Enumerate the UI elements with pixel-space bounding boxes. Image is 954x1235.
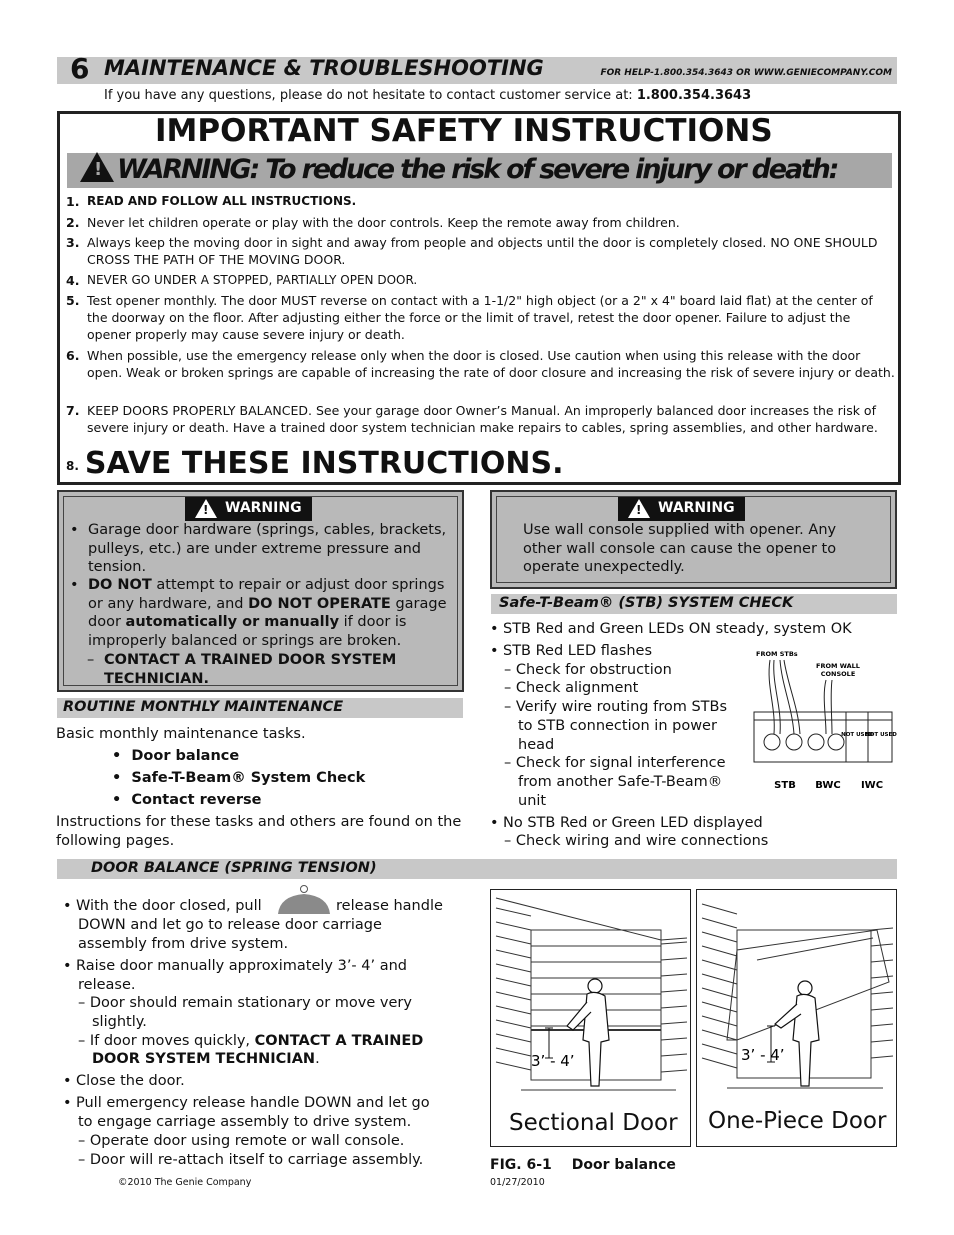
warning-heading: ! WARNING: To reduce the risk of severe injury or death:	[80, 152, 837, 185]
iwc-label: IWC	[860, 780, 884, 791]
stb-title: Safe-T-Beam® (STB) SYSTEM CHECK	[491, 594, 897, 614]
page-number: 6	[70, 52, 90, 85]
balance-line: slightly.	[92, 1014, 147, 1030]
stb-bullet: • STB Red and Green LEDs ON steady, system OK	[490, 621, 852, 637]
routine-task: • Door balance	[112, 748, 240, 764]
stb-subitem: to STB connection in power	[518, 718, 717, 734]
warning-triangle-icon: !	[628, 499, 650, 518]
balance-line: • Raise door manually approximately 3’- 4’ and	[63, 958, 408, 974]
warning-left-dash: – CONTACT A TRAINED DOOR SYSTEM TECHNICIAN.	[87, 652, 397, 687]
stb-bullet: • No STB Red or Green LED displayed	[490, 815, 763, 831]
stb-subitem: – Check wiring and wire connections	[504, 833, 769, 849]
footer-copyright: ©2010 The Genie Company	[118, 1177, 252, 1188]
routine-intro: Basic monthly maintenance tasks.	[56, 726, 306, 742]
warning-triangle-icon: !	[80, 152, 114, 182]
help-line: FOR HELP-1.800.354.3643 OR WWW.GENIECOMPANY.COM	[600, 68, 892, 78]
warning-left-bullet: • Garage door hardware (springs, cables, brackets, pulleys, etc.) are under extreme pressure and tension.	[70, 522, 447, 575]
safety-item: 5. Test opener monthly. The door MUST reverse on contact with a 1-1/2" high object (or a 2" x 4" board laid flat) at the center of the doorway on the floor. After adjusting either the force or the limit of travel, retest the door opener. Failure to adjust the opener properly may cause severe injury or death.	[66, 293, 873, 342]
balance-title: DOOR BALANCE (SPRING TENSION)	[57, 859, 897, 879]
contact-phone: 1.800.354.3643	[636, 88, 752, 103]
safety-item: 1. READ AND FOLLOW ALL INSTRUCTIONS.	[66, 194, 357, 209]
from-wall-label: CONSOLE	[820, 670, 856, 678]
balance-line: – Door will re-attach itself to carriage assembly.	[78, 1152, 424, 1168]
stb-label: STB	[774, 780, 796, 791]
not-used-label: NOT USED	[841, 732, 873, 738]
balance-line: assembly from drive system.	[78, 936, 289, 952]
safety-item: 6. When possible, use the emergency release only when the door is closed. Use caution when using this release with the door open. Weak or broken springs are capable of increasing the rate of door closure and increasing the risk of severe injury or death.	[66, 348, 895, 380]
save-instructions: 8. SAVE THESE INSTRUCTIONS.	[66, 446, 564, 481]
from-stbs-label: FROM STBs	[756, 650, 798, 658]
routine-task: • Contact reverse	[112, 792, 262, 808]
bwc-label: BWC	[815, 780, 841, 791]
balance-line: • Close the door.	[63, 1073, 185, 1089]
stb-bullet: • STB Red LED flashes	[490, 643, 653, 659]
balance-line: to engage carriage assembly to drive system.	[78, 1114, 412, 1130]
safety-title: IMPORTANT SAFETY INSTRUCTIONS	[155, 113, 773, 149]
section-title: MAINTENANCE & TROUBLESHOOTING	[104, 56, 544, 80]
release-handle-icon	[276, 884, 332, 918]
routine-title: ROUTINE MONTHLY MAINTENANCE	[57, 698, 463, 718]
safety-item: 4. NEVER GO UNDER A STOPPED, PARTIALLY OPEN DOOR.	[66, 273, 418, 288]
balance-line: – Door should remain stationary or move very	[78, 995, 412, 1011]
sectional-door-label: Sectional Door	[509, 1110, 678, 1136]
safety-item: 3. Always keep the moving door in sight and away from people and objects until the door is completely closed. NO ONE SHOULD CROSS THE PATH OF THE MOVING DOOR.	[66, 235, 878, 267]
stb-subitem: – Verify wire routing from STBs	[504, 699, 728, 715]
measure-label: 3’ - 4’	[531, 1052, 575, 1070]
balance-line: release handle	[336, 898, 443, 914]
stb-subitem: head	[518, 737, 555, 753]
balance-line: DOOR SYSTEM TECHNICIAN.	[92, 1051, 320, 1067]
not-used-label: NOT USED	[865, 732, 897, 738]
balance-line: – If door moves quickly, CONTACT A TRAINED	[78, 1033, 424, 1049]
one-piece-door-label: One-Piece Door	[708, 1108, 887, 1134]
figure-caption: FIG. 6-1 Door balance	[490, 1157, 676, 1173]
balance-line: • With the door closed, pull	[63, 898, 262, 914]
stb-subitem: – Check for signal interference	[504, 755, 726, 771]
from-wall-label: FROM WALL	[816, 662, 860, 670]
balance-line: DOWN and let go to release door carriage	[78, 917, 382, 933]
measure-label: 3’ - 4’	[741, 1046, 785, 1064]
safety-item: 7. KEEP DOORS PROPERLY BALANCED. See your garage door Owner’s Manual. An improperly balanced door increases the risk of severe injury or death. Have a trained door system technician make repairs to cables, spring assemblies, and other hardware.	[66, 403, 878, 435]
routine-task: • Safe-T-Beam® System Check	[112, 770, 366, 786]
warning-left-bullet: • DO NOT attempt to repair or adjust door springs or any hardware, and DO NOT OPERATE garage door automatically or manually if door is improperly balanced or springs are broken.	[70, 577, 447, 649]
warning-label: ! WARNING	[185, 497, 312, 521]
stb-subitem: – Check alignment	[504, 680, 639, 696]
balance-line: • Pull emergency release handle DOWN and let go	[63, 1095, 430, 1111]
routine-outro: Instructions for these tasks and others are found on the following pages.	[56, 814, 462, 849]
safety-item: 2. Never let children operate or play with the door controls. Keep the remote away from children.	[66, 215, 680, 230]
balance-line: – Operate door using remote or wall console.	[78, 1133, 405, 1149]
stb-subitem: unit	[518, 793, 547, 809]
figure-sectional-door	[490, 889, 691, 1147]
warning-right-text: Use wall console supplied with opener. Any other wall console can cause the opener to operate unexpectedly.	[523, 522, 837, 575]
stb-subitem: from another Safe-T-Beam®	[518, 774, 723, 790]
warning-triangle-icon: !	[195, 499, 217, 518]
warning-label: ! WARNING	[618, 497, 745, 521]
stb-wiring-diagram	[746, 646, 898, 794]
balance-line: release.	[78, 977, 136, 993]
footer-date: 01/27/2010	[490, 1177, 545, 1188]
stb-subitem: – Check for obstruction	[504, 662, 672, 678]
contact-line: If you have any questions, please do not hesitate to contact customer service at: 1.800.354.3643	[104, 88, 752, 103]
